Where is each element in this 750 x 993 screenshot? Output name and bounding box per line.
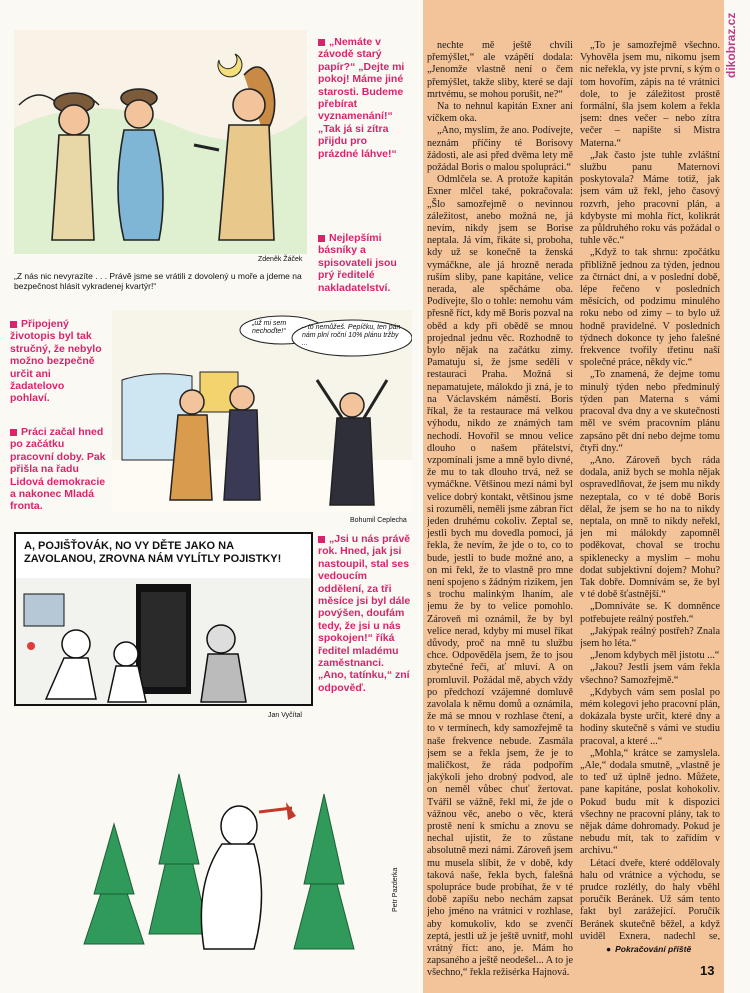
paragraph: „Mohla,“ krátce se zamyslela. „Ale,“ dodala smutně, „vlastně je to teď už úplně jedno. Můžete, pane kapitáne, poslat kohokoliv. Pokud budu mít k dispozici všechny ne pracovní plány, tak to nějak dáme dohromady. Pokud je nebudu mít, tak to zařídím v archivu.“: [580, 747, 720, 857]
joke-3: Připojený životopis byl tak stručný, že nebylo možno bezpečně určit ani žadatelovo pohlaví.: [10, 318, 102, 405]
page-number: 13: [700, 963, 715, 978]
cartoon-vycital: [14, 532, 313, 706]
paragraph: „Ano. Zároveň bych ráda dodala, aniž bych se mohla nějak ospravedlňovat, že jsem mu nikdy nezeptala, co v té době Boris dělal, že jsem se ho na to nikdy neptala, on mně to nikdy neřekl, jen mi málokdy zapomněl poděkovat, choval se trochu spiklenecky a myslím – mohu dodat subjektivní dojem? Mohu? Tak dobře. Domnívám se, že byl v té době šťastnější.“: [580, 454, 720, 601]
paragraph: „Když to tak shrnu: zpočátku přibližně jednou za týden, jednou za čtrnáct dní, a v poslední době, lépe řečeno v posledních měsících, od podzimu minulého roku nebo od zimy – to bylo už hodně pravidelné. V posledních týdnech dokonce ty jeho falešné frekvence tvořily třetinu naší společné práce, někdy víc.“: [580, 247, 720, 369]
watermark: dikobraz.cz: [724, 12, 738, 78]
cartoon-zacek-drawing: [14, 30, 307, 254]
paragraph: „Jak často jste tuhle zvláštní službu panu Maternovi poskytovala? Máme totiž, jak jsem vám už řekl, jeho časový rozvrh, jeho pracovní plán, a kdybyste mi mohla říct, kolikrát za půldruhého roku vás požádal o tuhle věc.“: [580, 149, 720, 247]
paragraph: Odmlčela se. A protože kapitán Exner mlčel také, pokračovala: „Šlo samozřejmě o nevinnou záležitost, anebo možná ne, já nevím, nikdy jsem se Borise neptala. Já vím, řikáte si, proboha, kdy už se konečně ta ženská vymáčkne, ale já hrozně nerada ruším sliby, pane kapitáne, velice nerada, ale spěcháme oba. Podívejte, šlo o tohle: nemohu vám přesně říct, kdy mě Boris pozval na oběd a kdy při obědě se mnou projednal jednu věc. Rozhodně to bylo nějak na začátku zimy. Pamatuju si, že jsme seděli v restauraci Praha. Možná si nepamatujete, málokdo ji zná, je to na Václavském náměstí. Boris říkal, že ta restaurace má velkou výhodu, nikdo ze známých tam nechodí. Hovořil se mnou velice dlouho o našem přátelství, vzpomínali jsme a mně bylo divné, že mu to tak dlouho trvá, než se vymáčkne. Většinou mezi námi byl velice dobrý kontakt, většinou jsme si rozuměli, neměli jsme zábran říct jeden druhému cokoliv. Zeptal se, jestli bych mu dovedla pomoci, já řekla, že nevím, že jde o to, co to bude, jestli to bude možné ano, a on mi řekl, že to vlastně pro mne není spojeno s žádným rizikem, jen s trochu malinkým lhaním, ale jemu že by to velice pomohlo. Zároveň mi oznámil, že by byl velice nerad, kdyby mi musel říkat důvody, proč na mně tu službu chce. Odpověděla jsem, že to jsou zbytečné řeči, ať mluví. A on promluvil. Požádal mě, abych vždy po předchozí vzájemné domluvě zavolala k němu domů a oznámila, že má se mnou v rozhlase čtení, a to v termínech, kdy samozřejmě ta naše frekvence nebude. Zasmála jsem se a řekla jsem, že je to maličkost, že ráda podpořím jakýkoli jeho drobný podvod, ale on neměl vůbec chuť žertovat. Tvářil se vážně, řekl mi, že jde o vážnou věc, anebo o věc, která prostě není k smíchu a znovu se nechal ujistit, že to zůstane absolutně mezi námi. Zároveň jsem mu musela slíbit, že v době, kdy taková naše, řekla bych, falešná spolupráce bude probíhat, že v té době zapíšu nebo nechám zapsat jeho jméno na vrátnici v rozhlase, aby komukoliv, kdo se zvenčí zeptá, jestli už je ještě uvnitř, mohl vrátný říct: ano, je. Mám ho zapsaného a ještě neodešel... A to je všechno,“ řekla režisérka Hajnová.: [427, 174, 573, 979]
speech-bubble-1: „už mi sem nechoďte!“: [252, 320, 287, 335]
paragraph: „Jakýpak reálný postřeh? Znala jsem ho léta.“: [580, 625, 720, 649]
author-vycital: Jan Vyčítal: [268, 712, 302, 719]
paragraph: „To znamená, že dejme tomu minulý týden nebo předminulý týden pan Materna s vámi pracoval dva dny a ve skutečnosti měl ve svém pracovním plánu zapsáno pět dní nebo dejme tomu čtyři dny.“: [580, 369, 720, 454]
author-ceplecha: Bohumil Ceplecha: [350, 517, 407, 524]
author-pazderka: Petr Pazderka: [392, 867, 399, 912]
paragraph: Létací dveře, které oddělovaly halu od vrátnice a východu, se prudce rozlétly, do haly vběhl poručík Beránek. Už sám tento fakt byl zarážející. Poručík Beránek skutečně běžel, a když uviděl Exnera, nadechl se,: [580, 857, 720, 940]
caption-zacek: „Z nás nic nevyrazíte . . . Právě jsme se vrátili z dovolený u moře a jdeme na bezpečnost hlásit vykradenej kvartýr!“: [14, 271, 302, 291]
paragraph: nechte mě ještě chvíli přemýšlet,“ ale vzápětí dodala: „Jenomže vlastně není o čem přemýšlet, takže sliby, které se dají mrtvému, se mohou porušit, ne?“: [427, 40, 573, 100]
paragraph: „Jakou? Jestli jsem vám řekla všechno? Samozřejmě.“: [580, 662, 720, 686]
joke-1: „Nemáte v závodě starý papír?“ „Dejte mi pokoj! Máme jiné starosti. Budeme přebírat vyznamenání!“ „Tak já si zítra přijdu pro prázdné láhve!“: [318, 36, 405, 160]
bullet-icon: [10, 321, 17, 328]
continued-label: ● Pokračování příště: [606, 944, 691, 954]
paragraph: Na to nehnul kapitán Exner ani víčkem oka.: [427, 101, 573, 125]
cartoon-pazderka: [54, 734, 406, 960]
paragraph: „Ano, myslím, že ano. Podívejte, neznám příčiny té Borisovy žádosti, ale asi před dvěma lety mě požádal Boris o malou spolupráci.“: [427, 125, 573, 174]
story-column-1: [427, 40, 573, 988]
paragraph: „Domníváte se. K domněnce potřebujete reálný postřeh.“: [580, 601, 720, 625]
banner-text: A, POJIŠŤOVÁK, NO VY DĚTE JAKO NA ZAVOLANOU, ZROVNA NÁM VYLÍTLY POJISTKY!: [24, 540, 282, 565]
speech-bubble-2: – to nemůžeš. Pepíčku, ten pán nám plní roční 10% plánu tržby ...: [302, 324, 401, 347]
paragraph: „Kdybych vám sem poslal po mém kolegovi jeho pracovní plán, dokázala byste určit, které dny a hodiny skutečně s vámi ve studiu pracoval, a které ...“: [580, 686, 720, 747]
joke-5: „Jsi u nás právě rok. Hned, jak jsi nastoupil, stal ses vedoucím oddělení, za tři měsíce jsi byl dále povýšen, doufám tedy, že jsi u nás spokojen!“ říká ředitel mladému zaměstnanci. „Ano, tatínku,“ zní odpověď.: [318, 533, 411, 694]
bullet-icon: [318, 39, 325, 46]
joke-4: Práci začal hned po začátku pracovní doby. Pak přišla na řadu Lidová demokracie a nakonec Mladá fronta.: [10, 426, 106, 513]
joke-2: Nejlepšími básníky a spisovateli jsou prý ředitelé nakladatelství.: [318, 232, 397, 294]
cartoon-pazderka-drawing: [54, 734, 406, 960]
author-zacek: Zdeněk Žáček: [258, 256, 303, 263]
cartoon-zacek: [14, 30, 307, 254]
story-column-2: [580, 40, 720, 940]
paragraph: „Jenom kdybych měl jistotu ...“: [590, 650, 720, 662]
bullet-icon: [318, 536, 325, 543]
cartoon-ceplecha: [112, 310, 412, 513]
paragraph: „To je samozřejmě všechno. Vyhověla jsem mu, nikomu jsem nic neřekla, vy jste první, s kým o tom hovořím, zápis na té vrátnici dole, to je záležitost prostě formální, šla jsem kolem a řekla jsem: dnes večer – nebo zítra večer – napište si Mistra Materna.“: [580, 40, 720, 149]
bullet-icon: [318, 235, 325, 242]
bullet-icon: [10, 429, 17, 436]
